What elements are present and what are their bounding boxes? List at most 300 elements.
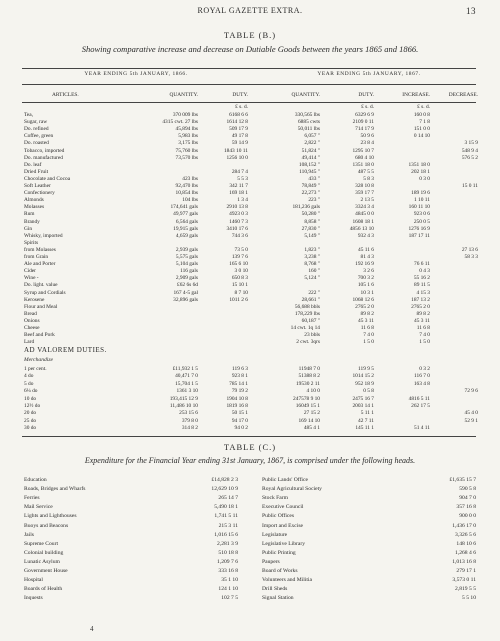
goods-row: [22, 254, 478, 261]
goods-row-duty-1867: 680 4 10: [355, 154, 374, 161]
ad-valorem-row-decrease: 52 9 1: [464, 417, 478, 424]
goods-row-duty-1867: 105 1 6: [357, 282, 374, 289]
table-c-subtitle: Expenditure for the Financial Year ending 31st January, 1867, is comprised under the following heads.: [84, 456, 416, 465]
expenditure-row: [262, 568, 476, 575]
goods-row-quantity-1866: 174,641 gals: [170, 204, 198, 211]
expenditure-head: Lunatic Asylum: [24, 558, 60, 565]
expenditure-row: [24, 550, 238, 557]
goods-row-article: Wine -: [24, 275, 39, 282]
ad-valorem-row-quantity-1867: 169 14 10: [298, 417, 320, 424]
expenditure-amount: 590 5 8: [459, 486, 476, 493]
ad-valorem-row-duty-1866: 79 19 2: [231, 388, 248, 395]
table-b-subtitle: Showing comparative increase and decrease on Dutiable Goods between the years 1865 and 1866.: [81, 44, 419, 54]
goods-row-article: Tea,: [24, 112, 34, 118]
goods-row-article: Do. refined: [24, 126, 49, 133]
newspaper-title: ROYAL GAZETTE EXTRA.: [197, 6, 303, 15]
ad-valorem-row-quantity-1866: 379 8 0: [181, 417, 198, 424]
goods-row-increase: 7 4 0: [419, 332, 430, 339]
goods-row-quantity-1866: 370 009 lbs: [172, 112, 198, 118]
goods-row-increase: 89 11 5: [414, 282, 430, 289]
goods-row-article: Confectionery: [24, 190, 55, 197]
expenditure-amount: 333 16 8: [218, 568, 238, 574]
goods-row-quantity-1866: 167 4-5 gal: [173, 289, 198, 296]
goods-row-article: from Grain: [24, 254, 49, 260]
goods-row-duty-1866: 1 3 4: [237, 197, 248, 204]
ad-valorem-row: [22, 425, 478, 432]
expenditure-row: [262, 477, 476, 484]
goods-row-duty-1867: 45 11 6: [358, 246, 374, 253]
ad-valorem-row: [22, 410, 478, 417]
goods-row: [22, 190, 478, 197]
goods-row-duty-1866: 1256 10 0: [226, 154, 248, 161]
goods-row-article: Molasses: [24, 204, 45, 211]
ad-valorem-row-duty-1867: 119 9 5: [358, 366, 374, 372]
goods-row-duty-1866: 6168 6 6: [229, 112, 248, 118]
expenditure-row: [24, 595, 238, 602]
ad-valorem-row-article: 6¼ do: [24, 388, 38, 395]
expenditure-head: Buoys and Beacons: [24, 522, 69, 529]
goods-row: [22, 211, 478, 218]
goods-row: [22, 176, 478, 183]
goods-row: [22, 282, 478, 289]
expenditure-head: Lights and Lighthouses: [24, 513, 77, 520]
goods-row: [22, 304, 478, 311]
expenditure-amount: 35 1 10: [221, 577, 238, 584]
ad-valorem-row-quantity-1866: 1361 3 10: [176, 388, 198, 395]
expenditure-row: [262, 504, 476, 511]
goods-row-decrease: 58 3 3: [464, 254, 478, 260]
expenditure-head: Volunteers and Militia: [262, 577, 312, 584]
col-duty-1: DUTY.: [232, 92, 248, 98]
goods-row-decrease: 15 0 11: [462, 183, 478, 189]
goods-row: [22, 133, 478, 140]
goods-row-quantity-1867: 5,149 ": [304, 232, 320, 239]
ad-valorem-row-duty-1867: 2475 16 7: [352, 395, 374, 402]
lsd-row: [22, 104, 478, 111]
goods-row-duty-1866: 1614 12 8: [226, 119, 248, 126]
goods-row-duty-1866: 509 17 9: [229, 126, 248, 133]
ad-valorem-row-article: 1 per cent.: [24, 366, 47, 372]
ad-valorem-row-duty-1867: 1014 15 2: [352, 373, 374, 380]
goods-row-quantity-1866: 45,894 lbs: [175, 126, 198, 133]
expenditure-row: [24, 586, 238, 593]
goods-row-quantity-1867: 22,273 ": [301, 190, 320, 197]
expenditure-head: Roads, Bridges and Wharfs: [24, 486, 86, 493]
expenditure-amount: 279 17 1: [456, 568, 476, 574]
expenditure-amount: £14,828 2 3: [211, 477, 238, 483]
goods-row: [22, 197, 478, 204]
period-1866: YEAR ENDING 5th JANUARY, 1866.: [84, 71, 188, 77]
goods-row-decrease: 27 13 6: [461, 246, 478, 253]
col-increase: INCREASE.: [402, 92, 430, 98]
goods-row: [22, 155, 478, 162]
goods-row-increase: 0 14 10: [413, 133, 430, 140]
ad-valorem-row-increase: 116 7 0: [414, 373, 430, 380]
expenditure-row: [262, 550, 476, 557]
goods-row-quantity-1866: 104 lbs: [182, 197, 198, 204]
goods-row-duty-1867: 6329 6 9: [355, 112, 374, 118]
ad-valorem-row-article: 12½ do: [24, 403, 41, 409]
goods-row-quantity-1867: 50,011 lbs: [297, 126, 320, 133]
goods-row-quantity-1867: 178,229 lbs: [294, 310, 320, 317]
expenditure-head: Legislature: [262, 531, 288, 538]
goods-row-duty-1867: 4845 0 0: [355, 211, 374, 218]
ad-valorem-row-quantity-1866: £11,932 1 5: [172, 366, 198, 372]
goods-row-decrease: 576 5 2: [461, 154, 478, 161]
goods-row-quantity-1867: 23 bbls: [304, 332, 320, 339]
goods-row-duty-1866: 1843 10 11: [223, 147, 248, 154]
goods-row-quantity-1867: 27,830 ": [301, 225, 320, 232]
goods-row-article: Cheese: [24, 325, 40, 331]
lsd-duty-2: £ s. d.: [361, 104, 374, 110]
goods-row-quantity-1867: 181,236 gals: [292, 204, 320, 211]
goods-row-article: Spirits: [24, 239, 39, 246]
goods-row-quantity-1866: 4315 cwt. 27 lbs: [162, 119, 198, 126]
goods-row-duty-1866: 139 7 6: [231, 254, 248, 260]
goods-row: [22, 332, 478, 339]
goods-row-quantity-1867: 433 ": [308, 175, 320, 182]
goods-row-article: Chocolate and Cocoa: [24, 175, 71, 182]
ad-valorem-row-quantity-1867: 4 10 0: [306, 388, 320, 395]
goods-row: [22, 162, 478, 169]
ad-valorem-row-duty-1866: 94 0 2: [234, 425, 248, 432]
expenditure-amount: 1,013 16 8: [452, 558, 476, 565]
goods-row-duty-1866: 73 5 0: [234, 246, 248, 253]
expenditure-amount: £1,635 15 7: [449, 477, 476, 483]
goods-row-quantity-1867: 1,823 ": [304, 246, 320, 253]
goods-row-duty-1866: 650 8 3: [231, 275, 248, 282]
goods-row-quantity-1867: 5,124 ": [304, 275, 320, 282]
expenditure-head: Ferries: [24, 495, 40, 502]
goods-row-duty-1867: 2 13 5: [360, 197, 374, 204]
goods-row-duty-1866: 165 6 10: [229, 261, 248, 268]
goods-row: [22, 112, 478, 119]
goods-row-increase: 250 0 5: [413, 218, 430, 225]
goods-row-increase: 0 3 0: [419, 175, 430, 182]
expenditure-row: [24, 568, 238, 575]
goods-row-quantity-1867: 78,849 ": [301, 183, 320, 189]
goods-row-increase: 189 19 6: [411, 190, 430, 197]
goods-row: [22, 318, 478, 325]
ad-valorem-row-quantity-1866: 253 15 6: [179, 410, 198, 417]
expenditure-row: [24, 504, 238, 511]
ad-valorem-heading: AD VALOREM DUTIES.: [24, 346, 107, 354]
goods-row-quantity-1866: 116 gals: [180, 268, 198, 275]
goods-row-duty-1866: 1011 2 6: [229, 296, 248, 303]
ad-valorem-row: [22, 396, 478, 403]
expenditure-head: Drill Sheds: [262, 586, 288, 593]
goods-row: [22, 226, 478, 233]
expenditure-row: [262, 559, 476, 566]
goods-row-increase: 11 6 8: [416, 325, 430, 331]
goods-row-quantity-1866: 4,659 gals: [175, 232, 198, 239]
goods-row: [22, 275, 478, 282]
goods-row-duty-1867: 1068 12 6: [352, 296, 374, 303]
expenditure-head: Import and Excise: [262, 522, 304, 529]
expenditure-head: Signal Station: [262, 595, 294, 602]
goods-row-quantity-1866: 75,760 lbs: [175, 147, 198, 154]
expenditure-row: [262, 577, 476, 584]
goods-row-quantity-1866: 49,977 gals: [173, 211, 198, 218]
column-headers: [22, 92, 478, 99]
goods-row-duty-1866: 5 5 3: [237, 175, 248, 182]
ad-valorem-row-duty-1866: 1819 16 8: [226, 403, 248, 409]
expenditure-head: Legislative Library: [262, 540, 306, 547]
expenditure-row: [24, 477, 238, 484]
goods-row-article: Sugar, raw: [24, 119, 48, 126]
ad-valorem-row-increase: 262 17 5: [411, 403, 430, 409]
table-b-bottom-rule: [22, 436, 476, 437]
goods-row-increase: 55 16 2: [413, 275, 430, 282]
goods-row-increase: 1 10 11: [414, 197, 430, 204]
lsd-duty-1: £ s. d.: [235, 104, 248, 110]
goods-row-duty-1867: 7 4 0: [363, 332, 374, 339]
ad-valorem-row-quantity-1866: 15,704 1 5: [175, 380, 198, 387]
goods-row-duty-1867: 3 2 6: [363, 268, 374, 275]
goods-row-quantity-1866: £62 6s 6d: [177, 282, 198, 289]
goods-row-quantity-1867: 330,565 lbs: [294, 112, 320, 118]
goods-row-article: Soft Leather: [24, 183, 51, 189]
goods-row-increase: 1 5 0: [419, 339, 430, 346]
goods-row-duty-1867: 2109 0 11: [352, 119, 374, 126]
goods-row-article: Almonds: [24, 197, 44, 204]
goods-row-article: Syrup and Cordials: [24, 289, 66, 296]
expenditure-amount: 1,268 4 6: [455, 549, 476, 556]
goods-row-quantity-1866: 2,909 gals: [175, 275, 198, 282]
goods-row: [22, 183, 478, 190]
goods-row-increase: 45 3 11: [414, 317, 430, 324]
expenditure-head: Public Printing: [262, 549, 296, 556]
goods-row-article: Whisky, imported: [24, 232, 63, 239]
goods-row-duty-1867: 1608 18 1: [352, 218, 374, 225]
goods-row-quantity-1866: 5,104 gals: [175, 261, 198, 268]
goods-row: [22, 240, 478, 247]
expenditure-head: Public Lands' Office: [262, 477, 308, 483]
goods-row-duty-1867: 192 16 9: [355, 261, 374, 268]
ad-valorem-row-quantity-1867: 16049 15 1: [295, 403, 320, 409]
goods-row-quantity-1867: 223 ": [308, 197, 320, 204]
goods-row-quantity-1867: 108,152 ": [298, 161, 320, 168]
goods-row: [22, 268, 478, 275]
goods-row-article: Flour and Meal: [24, 303, 58, 310]
goods-row: [22, 140, 478, 147]
expenditure-row: [24, 513, 238, 520]
col-quantity-1: QUANTITY.: [169, 92, 198, 98]
goods-row-quantity-1867: 8,768 ": [304, 261, 320, 268]
goods-row-decrease: 548 9 4: [461, 147, 478, 154]
ad-valorem-row-quantity-1867: 51388 8 2: [298, 373, 320, 380]
period-rule: [22, 84, 476, 85]
goods-row-quantity-1867: 222 ": [308, 289, 320, 296]
goods-row-duty-1867: 23 8 4: [360, 140, 374, 147]
goods-row-increase: 0 4 3: [419, 268, 430, 275]
expenditure-amount: 2,819 5 5: [455, 586, 476, 593]
goods-row-duty-1867: 487 5 5: [357, 168, 374, 175]
expenditure-row: [262, 541, 476, 548]
goods-row-article: Ale and Porter: [24, 261, 56, 268]
goods-row-article: Gin: [24, 225, 33, 232]
goods-row-duty-1867: 328 10 8: [355, 183, 374, 189]
expenditure-amount: 1,741 5 11: [214, 513, 238, 520]
expenditure-amount: 900 0 0: [459, 513, 476, 520]
goods-row-duty-1866: 59 14 9: [231, 140, 248, 147]
goods-row-increase: 1351 18 0: [408, 161, 430, 168]
goods-row-duty-1867: 11 6 8: [360, 325, 374, 331]
expenditure-row: [24, 486, 238, 493]
goods-row-quantity-1867: 6,057 ": [304, 133, 320, 140]
goods-row-quantity-1867: 6885 cwts: [297, 119, 320, 126]
ad-valorem-row-article: 20 do: [24, 410, 37, 417]
page-marker: 4: [90, 625, 94, 633]
goods-row: [22, 148, 478, 155]
expenditure-amount: 215 3 11: [218, 522, 238, 529]
ad-valorem-row-duty-1866: 923 8 1: [231, 373, 248, 380]
goods-row-quantity-1867: 50,280 ": [301, 211, 320, 218]
goods-row-quantity-1866: 32,896 gals: [173, 296, 198, 303]
expenditure-head: Hospital: [24, 577, 43, 584]
page-number: 13: [466, 6, 476, 16]
goods-row: [22, 204, 478, 211]
goods-row-quantity-1866: 5,983 lbs: [178, 133, 198, 140]
lsd-increase: £ s. d.: [417, 104, 430, 110]
expenditure-head: Jails: [24, 531, 34, 538]
goods-row-article: Do. leaf: [24, 161, 42, 168]
expenditure-row: [262, 513, 476, 520]
goods-row-duty-1867: 359 17 7: [355, 190, 374, 197]
goods-row-quantity-1867: 2 cwt. 3qrs: [296, 339, 320, 346]
expenditure-row: [24, 532, 238, 539]
goods-row-quantity-1867: 3,238 ": [304, 254, 320, 260]
expenditure-head: Inquests: [24, 595, 43, 602]
goods-row-quantity-1866: 423 lbs: [182, 175, 198, 182]
ad-valorem-row-decrease: 45 4 0: [464, 410, 478, 417]
goods-row-increase: 1276 16 9: [408, 225, 430, 232]
goods-row-article: from Molasses: [24, 246, 56, 253]
ad-valorem-row-duty-1866: 785 14 1: [229, 380, 248, 387]
goods-row-duty-1866: 744 3 6: [231, 232, 248, 239]
goods-row-increase: 2765 2 0: [411, 303, 430, 310]
goods-row-quantity-1867: 51,824 ": [301, 147, 320, 154]
goods-row-duty-1867: 1295 10 7: [352, 147, 374, 154]
goods-row-quantity-1867: 60,187 ": [301, 317, 320, 324]
expenditure-amount: 265 14 7: [218, 495, 238, 502]
ad-valorem-row-article: 25 do: [24, 417, 37, 424]
expenditure-row: [262, 595, 476, 602]
goods-row-quantity-1866: 19,915 gals: [173, 225, 198, 232]
goods-row-quantity-1866: 6,564 gals: [175, 218, 198, 225]
ad-valorem-row: [22, 388, 478, 395]
goods-row: [22, 219, 478, 226]
header-rule: [22, 102, 476, 103]
goods-row-article: Beef and Pork: [24, 332, 55, 339]
expenditure-head: Stock Farm: [262, 495, 288, 502]
ad-valorem-row-duty-1866: 50 15 1: [231, 410, 248, 417]
goods-row-increase: 160 11 10: [408, 204, 430, 211]
expenditure-amount: 3,573 0 11: [452, 577, 476, 584]
expenditure-row: [262, 532, 476, 539]
goods-row-quantity-1867: 49,414 ": [301, 154, 320, 161]
goods-row: [22, 290, 478, 297]
expenditure-row: [262, 586, 476, 593]
goods-row-article: Cider: [24, 268, 36, 275]
ad-valorem-row-duty-1867: 2003 14 1: [352, 403, 374, 409]
goods-row-duty-1867: 10 3 1: [360, 289, 374, 296]
ad-valorem-row-quantity-1867: 247578 9 10: [293, 395, 320, 402]
merchandize-label: Merchandize: [24, 357, 53, 363]
goods-row-article: Kerosene: [24, 296, 45, 303]
ad-valorem-row: [22, 418, 478, 425]
goods-row-duty-1867: 932 4 3: [357, 232, 374, 239]
goods-row: [22, 261, 478, 268]
goods-row-quantity-1867: 160 ": [308, 268, 320, 275]
goods-row-article: Tobacco, imported: [24, 147, 65, 154]
goods-row-quantity-1867: 110,945 ": [299, 168, 320, 175]
ad-valorem-row: [22, 373, 478, 380]
goods-row: [22, 169, 478, 176]
ad-valorem-row-article: 5 do: [24, 380, 34, 387]
expenditure-row: [24, 523, 238, 530]
goods-row-article: Rum: [24, 211, 35, 218]
ad-valorem-row-duty-1867: 5 11 1: [360, 410, 374, 417]
goods-row-duty-1866: 3 0 10: [234, 268, 248, 275]
ad-valorem-row-duty-1866: 94 17 0: [231, 417, 248, 424]
col-duty-2: DUTY.: [358, 92, 374, 98]
goods-row-duty-1866: 3410 17 6: [226, 225, 248, 232]
table-c-title: TABLE (C.): [223, 442, 277, 452]
goods-row-article: Do. manufactured: [24, 154, 63, 161]
goods-row-decrease: 3 15 9: [464, 140, 478, 147]
col-articles: ARTICLES.: [52, 92, 79, 98]
ad-valorem-row-increase: 0 3 2: [419, 366, 430, 372]
ad-valorem-row-quantity-1866: 11,486 10 10: [169, 403, 198, 409]
goods-row-article: Bread: [24, 310, 37, 317]
goods-row-article: Do. roasted: [24, 140, 49, 147]
expenditure-head: Colonial building: [24, 549, 64, 556]
goods-row-duty-1867: 2765 2 0: [355, 303, 374, 310]
expenditure-amount: 510 18 8: [218, 549, 238, 556]
goods-row-article: Brandy: [24, 218, 40, 225]
expenditure-amount: 5,490 18 1: [214, 504, 238, 511]
expenditure-amount: 1,209 7 6: [217, 558, 238, 565]
goods-row-article: Coffee, green: [24, 133, 54, 140]
expenditure-row: [24, 495, 238, 502]
ad-valorem-row-duty-1867: 145 11 1: [355, 425, 374, 432]
goods-row: [22, 126, 478, 133]
top-rule: [22, 68, 476, 69]
expenditure-amount: 5 5 10: [462, 595, 476, 602]
table-b-title: TABLE (B.): [223, 30, 277, 40]
expenditure-amount: 1,436 17 0: [452, 522, 476, 529]
expenditure-row: [262, 486, 476, 493]
ad-valorem-row-duty-1867: 0 5 8: [363, 388, 374, 395]
ad-valorem-row-duty-1867: 42 7 11: [358, 417, 374, 424]
ad-valorem-row-decrease: 72 9 6: [464, 388, 478, 395]
period-1867: YEAR ENDING 5th JANUARY, 1867.: [317, 71, 421, 77]
goods-row-quantity-1866: 3,175 lbs: [178, 140, 198, 147]
ad-valorem-row-quantity-1867: 27 15 2: [303, 410, 320, 417]
expenditure-head: Supreme Court: [24, 540, 59, 547]
expenditure-amount: 124 1 10: [218, 586, 238, 593]
goods-row-quantity-1866: 5,575 gals: [175, 254, 198, 260]
ad-valorem-row-duty-1866: 119 6 3: [232, 366, 248, 372]
ad-valorem-row-increase: 163 4 8: [413, 380, 430, 387]
goods-row-increase: 187 13 2: [411, 296, 430, 303]
ad-valorem-row-quantity-1866: 40,471 7 0: [175, 373, 198, 380]
goods-row-duty-1867: 700 3 2: [357, 275, 374, 282]
goods-row-article: Do. light. value: [24, 282, 58, 289]
ad-valorem-row-quantity-1866: 193,415 12 9: [169, 395, 198, 402]
goods-row-increase: 151 0 0: [413, 126, 430, 133]
